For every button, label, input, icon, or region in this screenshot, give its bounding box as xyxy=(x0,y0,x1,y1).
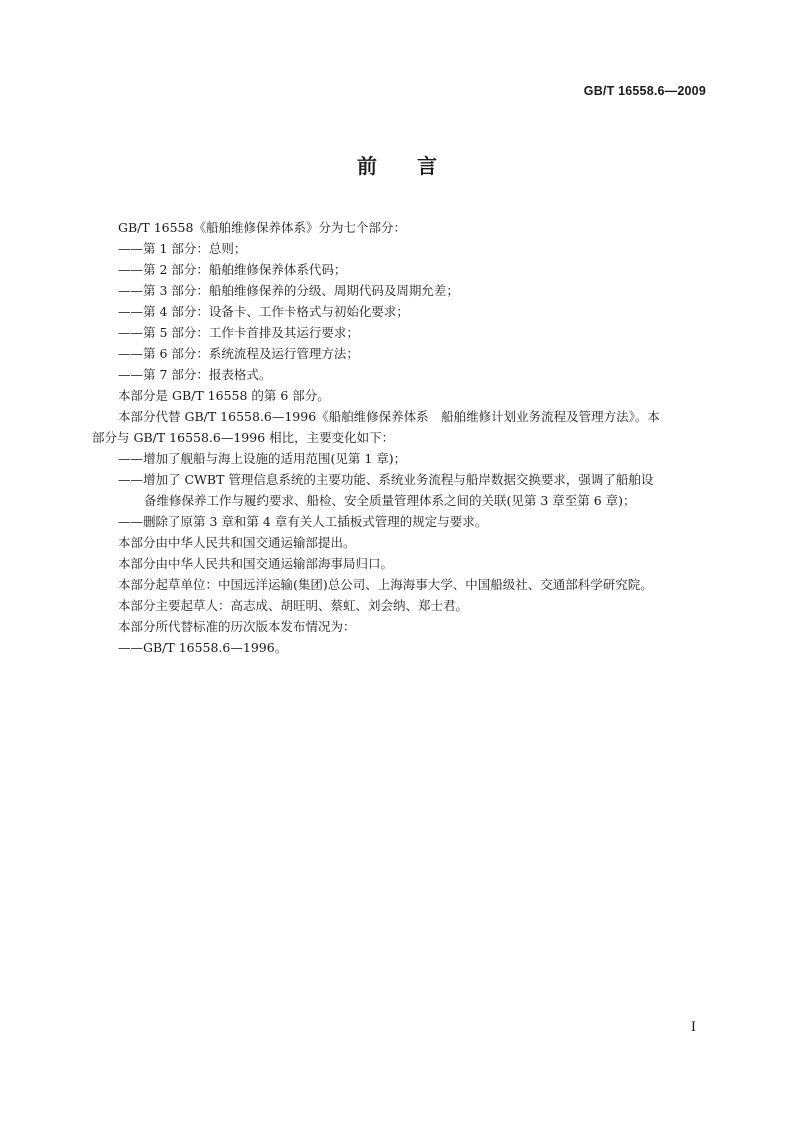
this-part-paragraph: 本部分是 GB/T 16558 的第 6 部分。 xyxy=(118,388,330,403)
change-item: ——增加了舰船与海上设施的适用范围(见第 1 章)； xyxy=(118,451,407,466)
standard-code: GB/T 16558.6—2009 xyxy=(583,84,706,98)
managed-by-paragraph: 本部分由中华人民共和国交通运输部海事局归口。 xyxy=(118,556,394,571)
page-number: I xyxy=(690,1020,696,1035)
part-list-item: ——第 6 部分：系统流程及运行管理方法； xyxy=(118,346,359,361)
part-list-item: ——第 4 部分：设备卡、工作卡格式与初始化要求； xyxy=(118,304,409,319)
drafting-units-paragraph: 本部分起草单位：中国远洋运输(集团)总公司、上海海事大学、中国船级社、交通部科学研究院。 xyxy=(118,577,653,592)
part-list-item: ——第 5 部分：工作卡首排及其运行要求； xyxy=(118,325,359,340)
intro-paragraph: GB/T 16558《船舶维修保养体系》分为七个部分： xyxy=(118,220,406,235)
replaces-paragraph-line2: 部分与 GB/T 16558.6—1996 相比，主要变化如下： xyxy=(92,430,395,445)
part-list-item: ——第 2 部分：船舶维修保养体系代码； xyxy=(118,262,347,277)
change-item: ——删除了原第 3 章和第 4 章有关人工插板式管理的规定与要求。 xyxy=(118,514,488,529)
history-item: ——GB/T 16558.6—1996。 xyxy=(118,640,288,655)
part-list-item: ——第 3 部分：船舶维修保养的分级、周期代码及周期允差； xyxy=(118,283,459,298)
replaces-paragraph-line1: 本部分代替 GB/T 16558.6—1996《船舶维修保养体系 船舶维修计划业务流程及管理方法》。本 xyxy=(118,409,660,424)
change-item-continuation: 备维修保养工作与履约要求、船检、安全质量管理体系之间的关联(见第 3 章至第 6 章)； xyxy=(144,493,636,508)
foreword-body xyxy=(92,217,712,658)
drafters-paragraph: 本部分主要起草人：高志成、胡旺明、蔡虹、刘会纳、郑士君。 xyxy=(118,598,469,613)
page-title: 前言 xyxy=(357,154,477,178)
part-list-item: ——第 1 部分：总则； xyxy=(118,241,247,256)
change-item: ——增加了 CWBT 管理信息系统的主要功能、系统业务流程与船岸数据交换要求，强调了船舶设 xyxy=(118,472,654,487)
history-intro-paragraph: 本部分所代替标准的历次版本发布情况为： xyxy=(118,619,356,634)
part-list-item: ——第 7 部分：报表格式。 xyxy=(118,367,272,382)
proposed-by-paragraph: 本部分由中华人民共和国交通运输部提出。 xyxy=(118,535,356,550)
